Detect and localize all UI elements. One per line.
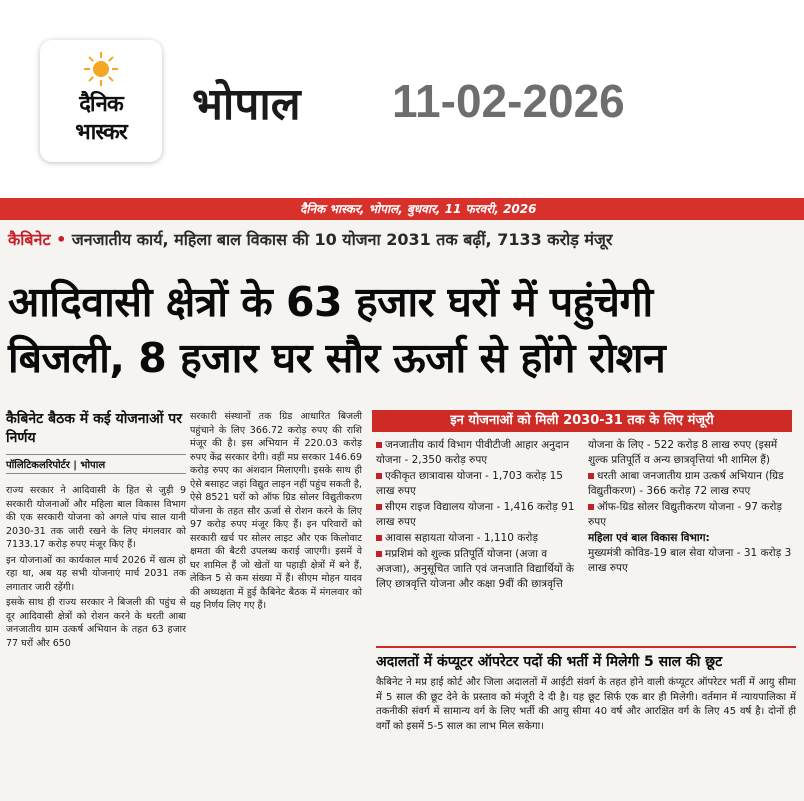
paragraph: राज्य सरकार ने आदिवासी के हित से जुड़ी 9 सरकारी योजनाओं और महिला बाल विकास विभाग की एक सरकारी योजना को अगले पांच साल यानी 2030-31 तक जारी रखने के लिए मंगलवार को 7133.17 करोड़ रुपए मंजूर किए हैं। — [6, 485, 186, 550]
headline-line2: बिजली, 8 हजार घर सौर ऊर्जा से होंगे रोशन — [8, 334, 666, 382]
newspaper-clipping — [0, 198, 804, 801]
left-column — [6, 410, 186, 650]
list-item: मप्रशिमं को शुल्क प्रतिपूर्ति योजना (अजा व अजजा), अनुसूचित जाति एवं जनजाति विद्यार्थियों के लिए छात्रवृत्ति योजना और कक्षा 9वीं की छात्रवृत्ति — [376, 548, 574, 590]
middle-column — [190, 410, 362, 613]
logo-text-line1: दैनिक — [79, 92, 123, 117]
list-item: एकीकृत छात्रावास योजना - 1,703 करोड़ 15 लाख रुपए — [376, 470, 563, 497]
list-item: आवास सहायता योजना - 1,110 करोड़ — [376, 531, 582, 546]
bullet-icon — [588, 504, 594, 510]
list-item: मुख्यमंत्री कोविड-19 बाल सेवा योजना - 31 करोड़ 3 लाख रुपए — [588, 547, 792, 574]
section-title: कैबिनेट बैठक में कई योजनाओं पर निर्णय — [6, 411, 182, 446]
sun-icon — [84, 52, 118, 86]
list-item: जनजातीय कार्य विभाग पीवीटीजी आहार अनुदान योजना - 2,350 करोड़ रुपए — [376, 439, 570, 466]
court-news-box — [376, 646, 796, 782]
masthead-bar: दैनिक भास्कर, भोपाल, बुधवार, 11 फरवरी, 2026 — [0, 198, 804, 220]
city-name: भोपाल — [192, 79, 301, 130]
dainik-bhaskar-logo — [40, 40, 162, 162]
logo-text-line2: भास्कर — [75, 120, 127, 145]
schemes-box-title: इन योजनाओं को मिली 2030-31 तक के लिए मंजूरी — [372, 410, 792, 432]
court-news-title: अदालतों में कंप्यूटर ऑपरेटर पदों की भर्ती में मिलेगी 5 साल की छूट — [376, 654, 723, 670]
schemes-list-a — [376, 438, 582, 593]
court-news-text: कैबिनेट ने मप्र हाई कोर्ट और जिला अदालतों में आईटी संवर्ग के तहत होने वाली कंप्यूटर ऑपरेटर भर्ती में आयु सीमा में 5 साल की छूट देने के प्रस्ताव को मंजूरी दे दी है। यह छूट सिर्फ एक बार ही मिलेगी। वर्तमान में न्यायपालिका में तकनीकी संवर्ग में सामान्य वर्ग के लिए भर्ती की आयु सीमा 40 वर्ष और आरक्षित वर्ग के लिए 45 वर्ष है। दोनों ही वर्गों को इसमें 5-5 साल का लाभ मिल सकेगा। — [376, 677, 796, 732]
list-item: धरती आबा जनजातीय ग्राम उत्कर्ष अभियान (ग्रिड विद्युतीकरण) - 366 करोड़ 72 लाख रुपए — [588, 470, 784, 497]
headline-line1: आदिवासी क्षेत्रों के 63 हजार घरों में पहुंचेगी — [8, 278, 653, 326]
bullet-icon — [588, 473, 594, 479]
bullet-icon — [376, 551, 382, 557]
bullet-icon — [376, 535, 382, 541]
list-item: ऑफ-ग्रिड सोलर विद्युतीकरण योजना - 97 करोड़ रुपए — [588, 501, 782, 528]
kicker-text: जनजातीय कार्य, महिला बाल विकास की 10 योजना 2031 तक बढ़ीं, 7133 करोड़ मंजूर — [71, 230, 613, 249]
publication-date: 11-02-2026 — [392, 75, 625, 127]
list-item: योजना के लिए - 522 करोड़ 8 लाख रुपए (इसमें शुल्क प्रतिपूर्ति व अन्य छात्रवृत्तियां भी शामिल हैं) — [588, 439, 778, 466]
bullet-icon — [376, 442, 382, 448]
subhead: महिला एवं बाल विकास विभाग: — [588, 532, 710, 544]
main-headline — [8, 274, 798, 386]
schemes-list-b — [588, 438, 794, 577]
bullet-icon — [376, 473, 382, 479]
bullet-icon — [376, 504, 382, 510]
paragraph: सरकारी संस्थानों तक ग्रिड आधारित बिजली पहुंचाने के लिए 366.72 करोड़ रुपए की राशि मंजूर की है। इस अभियान में 220.03 करोड़ रुपए केंद्र सरकार देगी। वहीं मप्र सरकार 146.69 करोड़ रुपए का अंशदान मिलाएगी। इसके साथ ही ऐसे बसाहट जहां विद्युत लाइन नहीं पहुंच सकती है, ऐसे 8521 घरों को ऑफ ग्रिड सोलर विद्युतीकरण योजना के तहत सौर ऊर्जा से रोशन करने के लिए 97 करोड़ रुपए मंजूर किए हैं। इन परिवारों को सरकारी खर्च पर सोलर लाइट और एक किलोवाट क्षमता की बैटरी उपलब्ध कराई जाएगी। इसमें वे घर शामिल हैं जो खेतों या पहाड़ी क्षेत्रों में बने हैं, लेकिन 5 से कम संख्या में हैं। सीएम मोहन यादव की अध्यक्षता में हुई कैबिनेट बैठक में मंगलवार को यह निर्णय लिए गए हैं। — [190, 411, 362, 611]
kicker-line — [8, 228, 612, 250]
paragraph: इसके साथ ही राज्य सरकार ने बिजली की पहुंच से दूर आदिवासी क्षेत्रों को रोशन करने के धरती आबा जनजातीय ग्राम उत्कर्ष अभियान के तहत 63 हजार 77 घरों और 650 — [6, 597, 186, 649]
kicker-label: कैबिनेट • — [8, 230, 67, 249]
list-item: सीएम राइज विद्यालय योजना - 1,416 करोड़ 91 लाख रुपए — [376, 501, 575, 528]
byline: पॉलिटिकलरिपोर्टर | भोपाल — [6, 454, 186, 474]
paragraph: इन योजनाओं का कार्यकाल मार्च 2026 में खत्म हो रहा था, अब यह सभी योजनाएं मार्च 2031 तक लगातार जारी रहेंगी। — [6, 554, 186, 593]
